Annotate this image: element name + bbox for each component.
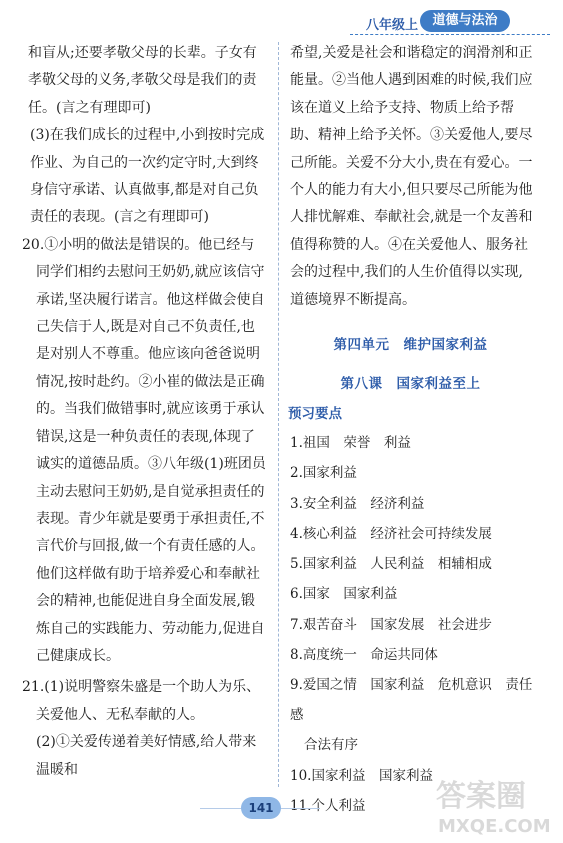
answer-line-continued: 合法有序 xyxy=(304,737,358,754)
answer-line: 10.国家利益 国家利益 xyxy=(290,767,433,784)
watermark-text: 答案圈 xyxy=(436,779,526,814)
watermark-logo xyxy=(432,770,557,840)
answer-line: 2.国家利益 xyxy=(290,465,357,482)
page-header xyxy=(0,0,563,40)
answer-line: 1.祖国 荣誉 利益 xyxy=(290,435,411,452)
question-text: ①小明的做法是错误的。他已经与同学们相约去慰问王奶奶,就应该信守承诺,坚决履行诺言。他这样做会使自己失信于人,既是对自己不负责任,也是对别人不尊重。他应该向爸爸说明情况,按时赴约。②小崔的做法是正确的。当我们做错事时,就应该勇于承认错误,这是一种负责任的表现,体现了诚实的道德品质。③八年级(1)班团员主动去慰问王奶奶,是自觉承担责任的表现。青少年就是要勇于承担责任,不言代价与回报,做一个有责任感的人。他们这样做有助于培养爱心和奉献社会的精神,也能促进自身全面发展,锻炼自己的实践能力、劳动能力,促进自己健康成长。 xyxy=(36,236,266,664)
watermark-url: MXQE.COM xyxy=(438,816,551,837)
question-number: 21. xyxy=(22,679,45,696)
right-column xyxy=(288,40,533,821)
answer-paragraph: 和盲从;还要孝敬父母的长辈。子女有孝敬父母的义务,孝敬父母是我们的责任。(言之有理即可) xyxy=(28,45,257,116)
answer-line: 8.高度统一 命运共同体 xyxy=(290,646,438,663)
answer-paragraph: (3)在我们成长的过程中,小到按时完成作业、为自己的一次约定守时,大到终身信守承诺、认真做事,都是对自己负责任的表现。(言之有理即可) xyxy=(30,127,265,226)
answer-line: 5.国家利益 人民利益 相辅相成 xyxy=(290,556,492,573)
question-number: 20. xyxy=(22,236,45,253)
question-21-answer xyxy=(22,674,268,729)
answer-line: 4.核心利益 经济社会可持续发展 xyxy=(290,525,492,542)
section-heading: 预习要点 xyxy=(288,405,342,422)
answer-line: 9.爱国之情 国家利益 危机意识 责任感 xyxy=(290,676,533,724)
subject-badge: 道德与法治 xyxy=(420,10,510,32)
lesson-title: 第八课 国家利益至上 xyxy=(340,376,481,393)
answer-line: 11.个人利益 xyxy=(290,797,366,814)
answer-line: 3.安全利益 经济利益 xyxy=(290,495,425,512)
column-divider xyxy=(278,42,279,787)
header-divider xyxy=(350,34,550,35)
question-text: (1)说明警察朱盛是一个助人为乐、关爱他人、无私奉献的人。 xyxy=(36,679,261,723)
page-number: 141 xyxy=(241,797,281,819)
question-21-part2: (2)①关爱传递着美好情感,给人带来温暖和 xyxy=(36,734,257,778)
answer-line: 7.艰苦奋斗 国家发展 社会进步 xyxy=(290,616,492,633)
answer-line: 6.国家 国家利益 xyxy=(290,586,398,603)
question-20-answer xyxy=(22,232,268,671)
answer-paragraph: 希望,关爱是社会和谐稳定的润滑剂和正能量。②当他人遇到困难的时候,我们应该在道义上给予支持、物质上给予帮助、精神上给予关怀。③关爱他人,要尽己所能。关爱不分大小,贵在有爱心。一个人的能力有大小,但只要尽己所能为他人排忧解难、奉献社会,就是一个友善和值得称赞的人。④在关爱他人、服务社会的过程中,我们的人生价值得以实现,道德境界不断提高。 xyxy=(290,45,533,308)
unit-title: 第四单元 维护国家利益 xyxy=(333,337,488,354)
grade-label: 八年级上 xyxy=(366,18,419,33)
left-column xyxy=(22,40,268,784)
